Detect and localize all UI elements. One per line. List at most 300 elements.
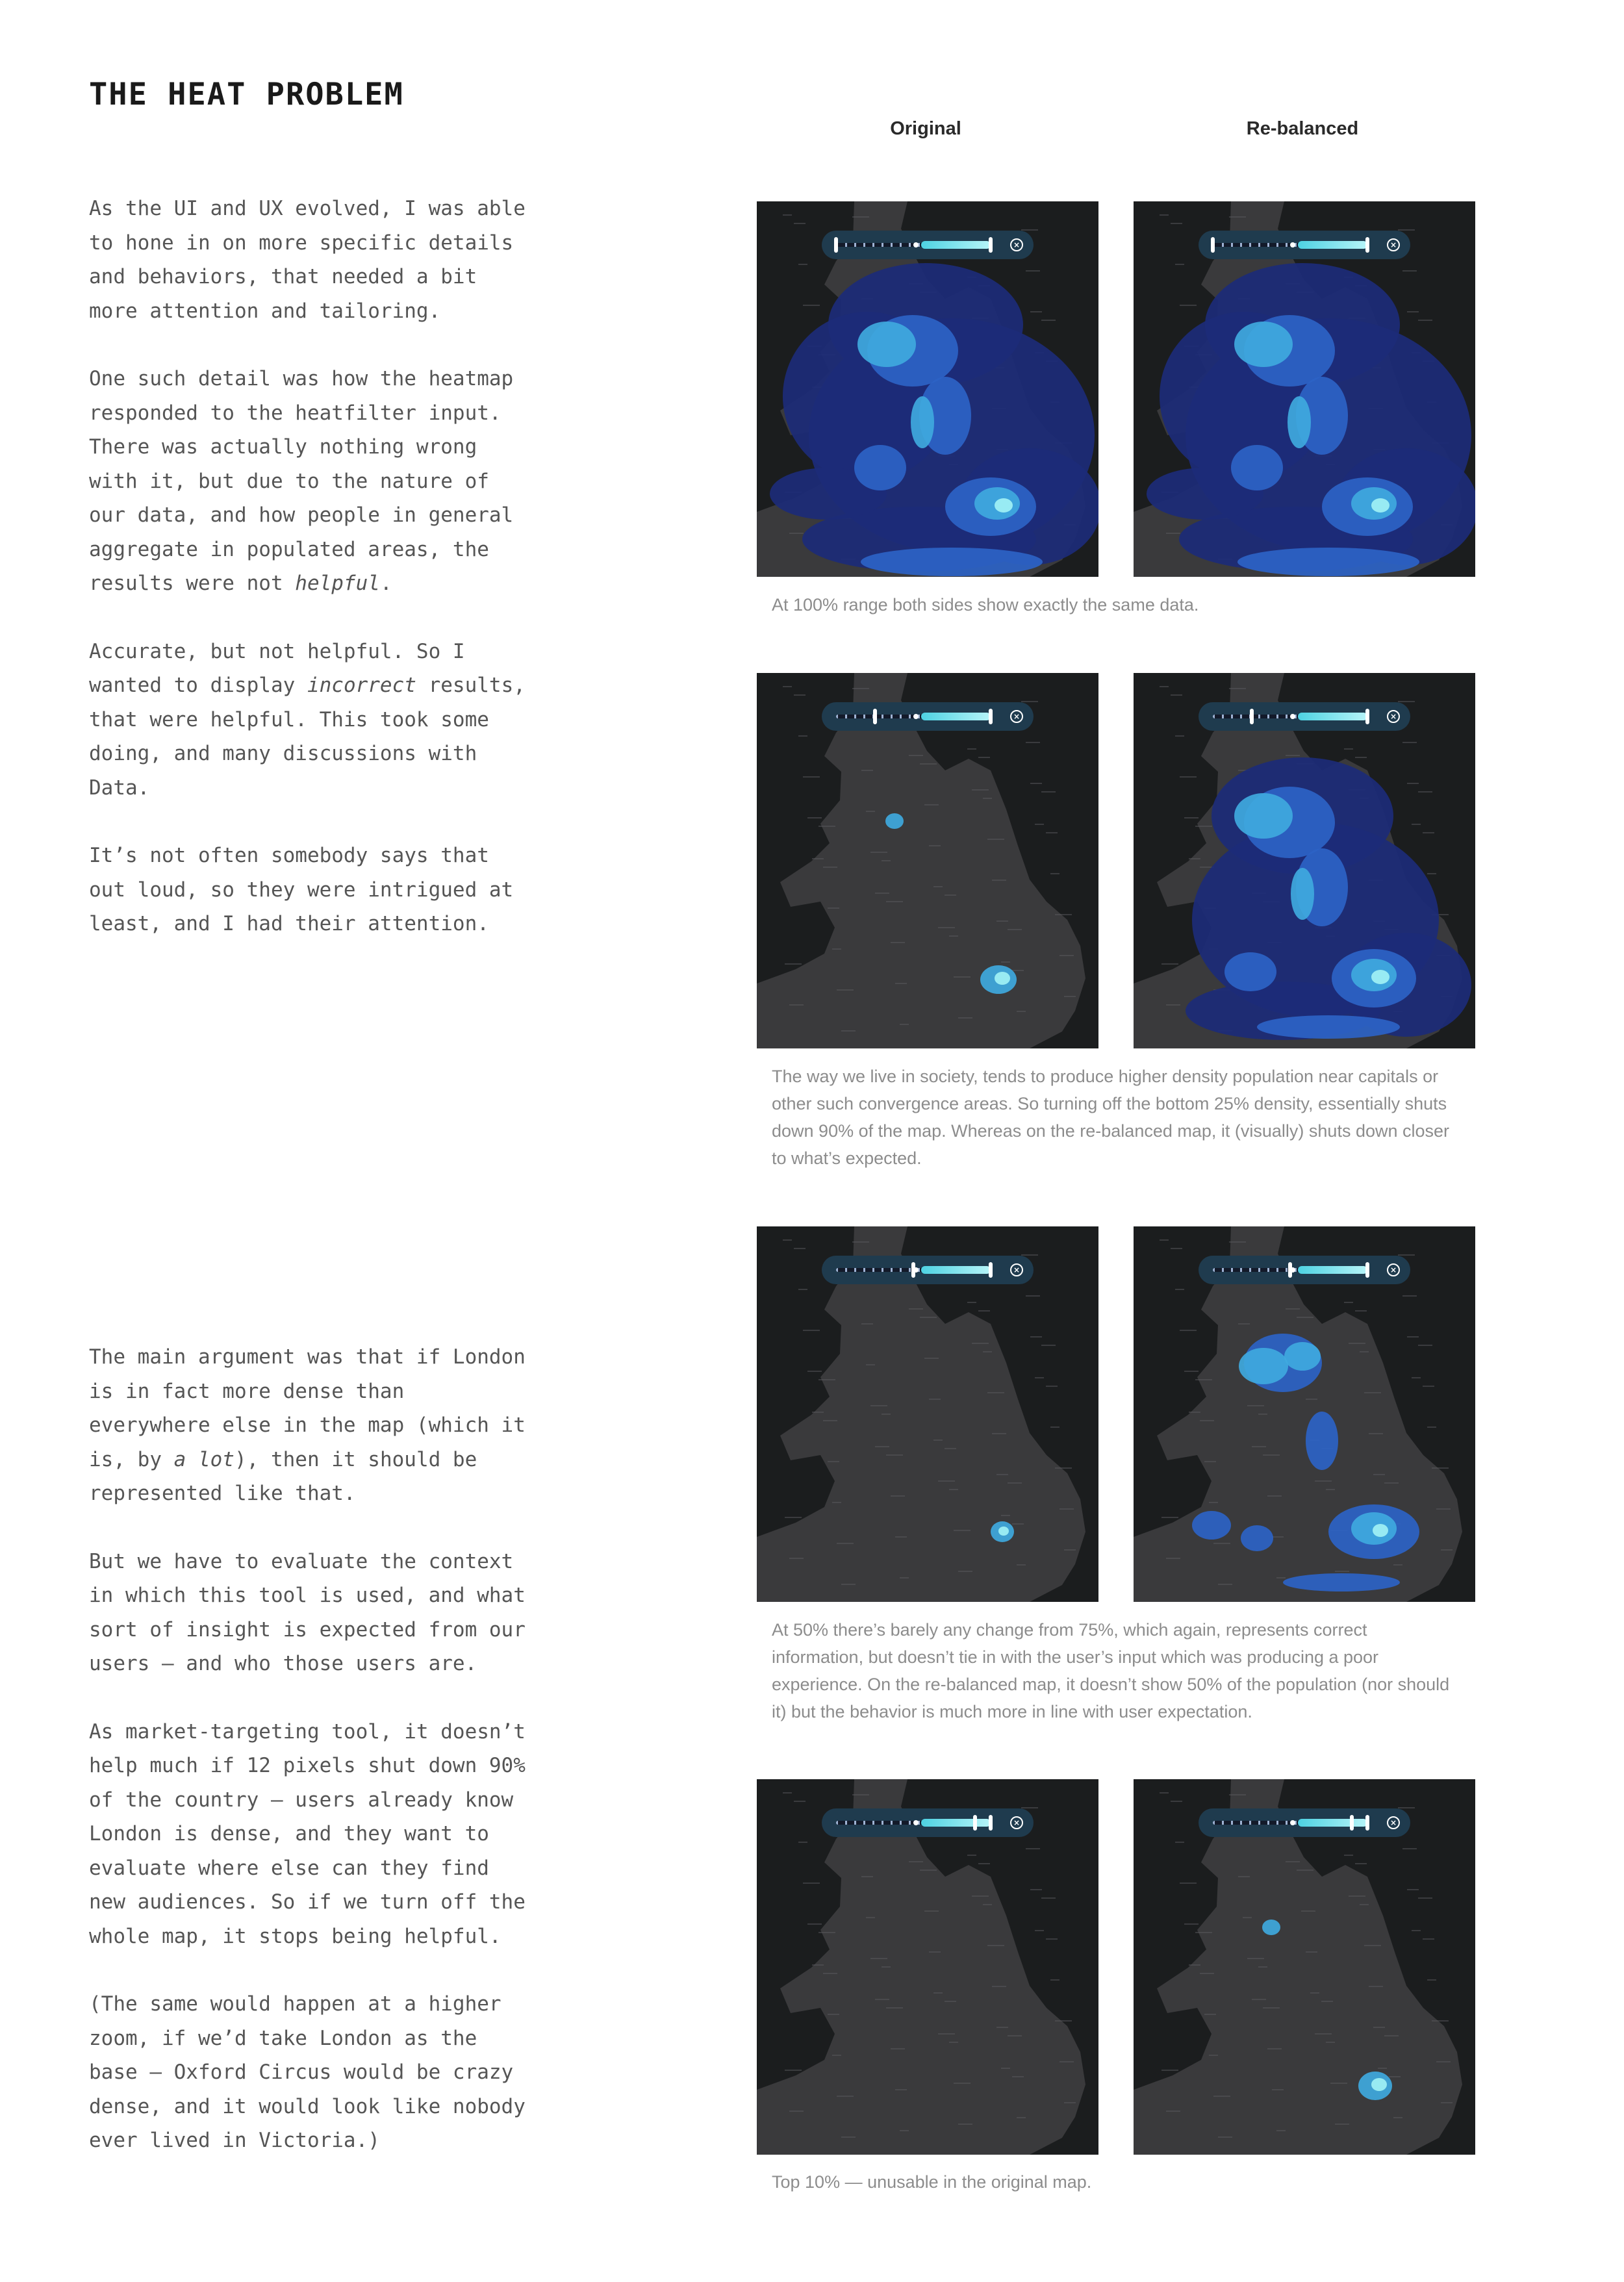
place-label — [861, 1323, 873, 1325]
place-label — [1355, 1310, 1367, 1312]
place-label — [1252, 1446, 1266, 1447]
place-label — [812, 1412, 824, 1413]
place-label — [1321, 2001, 1333, 2002]
place-label — [1041, 1345, 1056, 1346]
place-label — [789, 1004, 804, 1006]
place-label — [812, 858, 824, 859]
place-label — [945, 2001, 956, 2002]
place-label — [1326, 2042, 1335, 2043]
place-label — [1012, 970, 1024, 971]
place-label — [812, 1964, 824, 1966]
place-label — [789, 2111, 804, 2112]
place-label — [882, 1414, 891, 1415]
place-label — [1286, 1861, 1300, 1862]
place-label — [972, 1343, 989, 1344]
place-label — [1184, 1923, 1199, 1925]
place-label — [987, 1945, 1004, 1946]
place-label — [818, 826, 835, 827]
heat-region — [995, 972, 1010, 985]
heat-region — [1371, 2078, 1387, 2091]
heat-region — [1283, 1573, 1400, 1591]
place-label — [1055, 914, 1072, 915]
place-label — [1436, 1508, 1451, 1510]
paragraph — [89, 1340, 544, 1511]
heat-region — [854, 445, 906, 490]
heatmap-original-1 — [757, 201, 1098, 577]
heat-region — [1237, 548, 1419, 576]
place-label — [920, 763, 937, 765]
place-label — [1008, 1482, 1022, 1484]
place-label — [785, 1517, 802, 1518]
place-label — [1402, 1295, 1417, 1297]
place-label — [852, 1241, 869, 1243]
place-label — [983, 1904, 992, 1905]
place-label — [1050, 1979, 1059, 1981]
place-label — [1175, 735, 1184, 737]
place-label — [1200, 1420, 1214, 1421]
place-label — [1001, 1515, 1010, 1516]
close-circle-icon[interactable]: × — [1387, 1816, 1400, 1829]
place-label — [1166, 533, 1180, 534]
place-label — [841, 1030, 856, 1032]
place-label — [1423, 1386, 1434, 1387]
place-label — [1427, 873, 1436, 874]
column-header-original: Original — [890, 118, 961, 139]
heat-filter-slider[interactable] — [1199, 231, 1410, 259]
heatmap-rebalanced-3 — [1134, 1226, 1475, 1602]
heat-region — [1371, 498, 1389, 513]
place-label — [949, 935, 958, 937]
place-label — [1369, 1986, 1383, 1987]
heat-filter-slider[interactable] — [822, 1808, 1034, 1837]
place-label — [1398, 1254, 1415, 1256]
place-label — [1017, 1011, 1026, 1012]
place-label — [861, 770, 873, 771]
place-label — [1243, 1917, 1252, 1918]
heat-region — [1262, 1920, 1280, 1935]
place-label — [1286, 1308, 1300, 1310]
place-label — [978, 1863, 990, 1864]
heat-filter-slider[interactable] — [822, 702, 1034, 731]
heat-region — [1234, 793, 1293, 839]
place-label — [1184, 1371, 1199, 1372]
place-label — [803, 305, 820, 306]
emphasis-text: incorrect — [307, 674, 416, 697]
place-label — [1161, 2070, 1178, 2071]
close-circle-icon[interactable]: × — [1387, 710, 1400, 723]
place-label — [1026, 270, 1040, 272]
place-label — [1418, 320, 1432, 321]
paragraph-text: ), then it should be represented like that. — [89, 1447, 477, 1505]
place-label — [900, 1024, 909, 1025]
place-label — [1263, 1454, 1280, 1456]
place-label — [783, 1792, 792, 1794]
paragraph — [89, 635, 544, 805]
place-label — [987, 1392, 1004, 1393]
place-label — [882, 860, 891, 861]
heat-filter-slider[interactable] — [1199, 702, 1410, 731]
place-label — [900, 1577, 909, 1578]
place-label — [1001, 2068, 1010, 2069]
place-label — [1258, 1414, 1267, 1415]
place-label — [945, 894, 956, 896]
place-label — [794, 1248, 806, 1249]
slider-handle-low[interactable] — [973, 1815, 977, 1831]
place-label — [1407, 311, 1419, 312]
place-label — [1418, 1345, 1432, 1346]
place-label — [841, 1584, 856, 1585]
place-label — [933, 1439, 943, 1441]
place-label — [1384, 2035, 1399, 2036]
heatmap-rebalanced-1 — [1134, 201, 1475, 577]
slider-handle-low[interactable] — [873, 709, 877, 724]
place-label — [1218, 1584, 1232, 1585]
place-label — [861, 1876, 873, 1877]
place-label — [1360, 1904, 1369, 1905]
paragraph-text: results, that were helpful. This took some doing, and many discussions with Data. — [89, 674, 526, 800]
place-label — [1209, 2055, 1218, 2056]
place-label — [1050, 1426, 1059, 1428]
slider-handle-low[interactable] — [834, 237, 838, 253]
heat-filter-slider[interactable] — [822, 1256, 1034, 1284]
place-label — [1204, 1461, 1216, 1462]
slider-fill — [921, 1819, 991, 1827]
place-label — [1195, 1379, 1212, 1380]
place-label — [992, 880, 1006, 881]
place-label — [954, 976, 971, 978]
place-label — [1001, 961, 1010, 963]
place-label — [1393, 2117, 1402, 2118]
place-label — [1026, 1848, 1040, 1849]
slider-handle-high[interactable] — [989, 709, 993, 724]
place-label — [1035, 1930, 1044, 1931]
place-label — [1402, 742, 1417, 743]
place-label — [803, 776, 820, 778]
page-title: THE HEAT PROBLEM — [89, 77, 404, 112]
place-label — [1423, 832, 1434, 833]
place-label — [1064, 996, 1076, 997]
place-label — [1427, 1426, 1436, 1428]
close-circle-icon[interactable]: × — [1010, 1816, 1023, 1829]
place-label — [1423, 1938, 1434, 1940]
place-label — [1335, 1571, 1349, 1572]
paragraph — [89, 1545, 544, 1681]
place-label — [1064, 2102, 1076, 2103]
place-label — [875, 1446, 889, 1447]
place-label — [958, 1571, 972, 1572]
place-label — [1360, 1351, 1369, 1352]
place-label — [803, 1883, 820, 1884]
heat-region — [995, 498, 1013, 513]
heatmap-rebalanced-4 — [1134, 1779, 1475, 2155]
close-circle-icon[interactable]: × — [1010, 238, 1023, 251]
place-label — [992, 1986, 1006, 1987]
place-label — [1161, 963, 1178, 965]
place-label — [1189, 1964, 1200, 1966]
heat-region — [857, 322, 916, 367]
place-label — [1373, 1474, 1385, 1475]
place-label — [1301, 1910, 1315, 1912]
heat-region — [1291, 868, 1314, 920]
place-label — [1412, 1930, 1421, 1931]
place-label — [929, 845, 941, 846]
heat-region — [885, 813, 904, 829]
place-label — [1258, 1966, 1267, 1968]
place-label — [785, 963, 802, 965]
place-label — [783, 1239, 792, 1241]
place-label — [866, 811, 875, 812]
place-label — [1326, 1489, 1335, 1490]
paragraph-text: One such detail was how the heatmap responded to the heatfilter input. There was actually nothing wrong with it, but due to the nature of our data, and how people in general aggregate in populated areas, the results were not — [89, 367, 514, 595]
place-label — [1180, 776, 1197, 778]
place-label — [958, 2124, 972, 2125]
slider-handle-high[interactable] — [1365, 1815, 1369, 1831]
heat-region — [1239, 1348, 1288, 1384]
paragraph — [89, 362, 544, 601]
place-label — [1026, 742, 1040, 743]
place-label — [967, 1855, 976, 1856]
slider-handle-high[interactable] — [1365, 1262, 1369, 1278]
place-label — [958, 1017, 972, 1019]
place-label — [945, 1448, 956, 1449]
heat-region — [998, 1527, 1009, 1536]
place-label — [1046, 832, 1058, 833]
slider-handle-low[interactable] — [1288, 1262, 1292, 1278]
place-label — [1050, 873, 1059, 874]
place-label — [1166, 1004, 1180, 1006]
column-header-rebalanced: Re-balanced — [1246, 118, 1359, 139]
place-label — [1229, 1794, 1246, 1795]
slider-handle-high[interactable] — [1365, 709, 1369, 724]
place-label — [1059, 955, 1074, 956]
place-label — [1209, 1502, 1218, 1503]
place-label — [924, 804, 939, 805]
place-label — [1384, 1482, 1399, 1484]
paragraph-text: Accurate, but not helpful. So I wanted to display — [89, 639, 465, 697]
place-label — [924, 1358, 939, 1359]
heat-region — [1231, 445, 1283, 490]
heat-region — [1288, 396, 1311, 448]
place-label — [972, 789, 989, 791]
place-label — [1344, 1855, 1353, 1856]
place-label — [828, 2014, 839, 2015]
place-label — [1180, 1883, 1197, 1884]
place-label — [924, 1910, 939, 1912]
place-label — [803, 1330, 820, 1331]
place-label — [870, 1958, 887, 1959]
heatmap-original-2 — [757, 673, 1098, 1048]
heat-filter-slider[interactable] — [1199, 1256, 1410, 1284]
place-label — [949, 2042, 958, 2043]
place-label — [1059, 2061, 1074, 2062]
argument-text — [89, 1340, 544, 2158]
slider-handle-low[interactable] — [1211, 237, 1215, 253]
place-label — [875, 893, 889, 894]
place-label — [1412, 824, 1421, 825]
close-circle-icon[interactable]: × — [1387, 238, 1400, 251]
place-label — [823, 867, 837, 868]
place-label — [1161, 1517, 1178, 1518]
place-label — [1398, 701, 1415, 702]
slider-handle-high[interactable] — [989, 1262, 993, 1278]
place-label — [1364, 1945, 1381, 1946]
place-label — [1195, 1932, 1212, 1933]
paragraph-text: It’s not often somebody says that out loud, so they were intrigued at least, and I had their attention. — [89, 844, 514, 935]
place-label — [886, 901, 903, 902]
place-label — [1160, 686, 1169, 687]
place-label — [891, 2048, 905, 2049]
slider-handle-high[interactable] — [989, 1815, 993, 1831]
place-label — [1398, 229, 1415, 231]
comparison-caption: At 100% range both sides show exactly the same data. — [772, 595, 1199, 615]
place-label — [1276, 2130, 1286, 2131]
paragraph-text: . — [379, 572, 392, 595]
heat-filter-slider[interactable] — [822, 231, 1034, 259]
place-label — [1272, 2089, 1284, 2090]
place-label — [828, 907, 839, 909]
place-label — [983, 798, 992, 799]
place-label — [929, 1399, 941, 1400]
close-circle-icon[interactable]: × — [1010, 710, 1023, 723]
place-label — [1017, 1564, 1026, 1566]
place-label — [852, 1794, 869, 1795]
place-label — [870, 852, 887, 853]
place-label — [1267, 1495, 1282, 1497]
comparison-caption: At 50% there’s barely any change from 75%, which again, represents correct information, but doesn’t tie in with the user’s input which was producing a poor experience. On the re-balanced map, it doesn’t show 50% of the population (nor should it) but the behavior is much more in line with user expectation. — [772, 1620, 1450, 1721]
place-label — [1427, 1979, 1436, 1981]
place-label — [1432, 2020, 1449, 2022]
heat-region — [1373, 1524, 1388, 1537]
place-label — [938, 927, 955, 928]
place-label — [1055, 2020, 1072, 2022]
heatmap-original-3 — [757, 1226, 1098, 1602]
place-label — [789, 533, 804, 534]
place-label — [818, 1932, 835, 1933]
paragraph — [89, 192, 544, 328]
place-label — [1213, 1543, 1230, 1544]
slider-fill — [1298, 713, 1367, 720]
place-label — [1315, 1480, 1332, 1482]
place-label — [1189, 1412, 1200, 1413]
place-label — [870, 1405, 887, 1406]
slider-handle-low[interactable] — [911, 1262, 915, 1278]
place-label — [1195, 826, 1212, 827]
place-label — [1355, 757, 1367, 758]
place-label — [882, 1966, 891, 1968]
place-label — [929, 1951, 941, 1953]
place-label — [1247, 1958, 1264, 1959]
place-label — [1315, 2033, 1332, 2035]
place-label — [832, 1502, 841, 1503]
place-label — [972, 1895, 989, 1897]
close-circle-icon[interactable]: × — [1387, 1263, 1400, 1276]
place-label — [996, 920, 1008, 922]
place-label — [1432, 1467, 1449, 1469]
place-label — [1030, 1336, 1042, 1338]
heat-region — [1284, 1342, 1321, 1371]
place-label — [909, 1308, 923, 1310]
place-label — [1204, 2014, 1216, 2015]
place-label — [1330, 2083, 1347, 2084]
place-label — [1175, 1289, 1184, 1290]
place-label — [783, 686, 792, 687]
place-label — [1171, 1801, 1182, 1802]
place-label — [954, 1530, 971, 1531]
heat-region — [1371, 970, 1389, 984]
place-label — [1389, 2076, 1401, 2077]
heat-region — [861, 548, 1043, 576]
place-label — [967, 1302, 976, 1303]
slider-handle-low[interactable] — [1350, 1815, 1354, 1831]
close-circle-icon[interactable]: × — [1010, 1263, 1023, 1276]
place-label — [1218, 2136, 1232, 2138]
place-label — [1398, 1807, 1415, 1808]
place-label — [978, 1310, 990, 1312]
place-label — [920, 1317, 937, 1318]
place-label — [1021, 701, 1038, 702]
place-label — [807, 817, 822, 818]
place-label — [1349, 1343, 1365, 1344]
place-label — [1418, 791, 1432, 792]
paragraph-text: As market-targeting tool, it doesn’t help much if 12 pixels shut down 90% of the country — users already know London is dense, and they want to evaluate where else can they find new audiences. So if we turn off the whole map, it stops being helpful. — [89, 1719, 526, 1948]
place-label — [1306, 1951, 1317, 1953]
place-label — [1035, 1377, 1044, 1378]
place-label — [1267, 2048, 1282, 2049]
place-label — [1180, 1330, 1197, 1331]
heat-region — [1224, 952, 1276, 991]
place-label — [837, 1543, 854, 1544]
place-label — [1017, 2117, 1026, 2118]
place-label — [1008, 929, 1022, 930]
place-label — [1166, 2111, 1180, 2112]
place-label — [794, 1801, 806, 1802]
slider-handle-low[interactable] — [1250, 709, 1254, 724]
slider-fill — [1298, 1266, 1367, 1274]
paragraph — [89, 839, 544, 941]
slider-handle-high[interactable] — [989, 237, 993, 253]
place-label — [1286, 755, 1300, 756]
place-label — [1030, 783, 1042, 784]
slider-fill — [1298, 241, 1367, 249]
place-label — [987, 839, 1004, 840]
place-label — [1306, 1399, 1317, 1400]
place-label — [807, 1923, 822, 1925]
paragraph-text: As the UI and UX evolved, I was able to hone in on more specific details and behaviors, that needed a bit more attention and tailoring. — [89, 197, 526, 323]
place-label — [891, 942, 905, 943]
slider-midpoint — [1290, 1820, 1295, 1825]
place-label — [1055, 1467, 1072, 1469]
heat-filter-slider[interactable] — [1199, 1808, 1410, 1837]
place-label — [1344, 748, 1353, 750]
place-label — [1035, 824, 1044, 825]
place-label — [832, 2055, 841, 2056]
heat-region — [1306, 1412, 1338, 1470]
place-label — [886, 1454, 903, 1456]
slider-handle-high[interactable] — [1365, 237, 1369, 253]
place-label — [1402, 1848, 1417, 1849]
place-label — [1412, 1377, 1421, 1378]
place-label — [909, 755, 923, 756]
place-label — [1263, 2007, 1280, 2009]
place-label — [794, 223, 806, 224]
place-label — [823, 1420, 837, 1421]
place-label — [1229, 216, 1246, 218]
place-label — [1189, 858, 1200, 859]
slider-fill — [921, 713, 991, 720]
paragraph — [89, 1715, 544, 1954]
place-label — [837, 989, 854, 991]
place-label — [866, 1917, 875, 1918]
